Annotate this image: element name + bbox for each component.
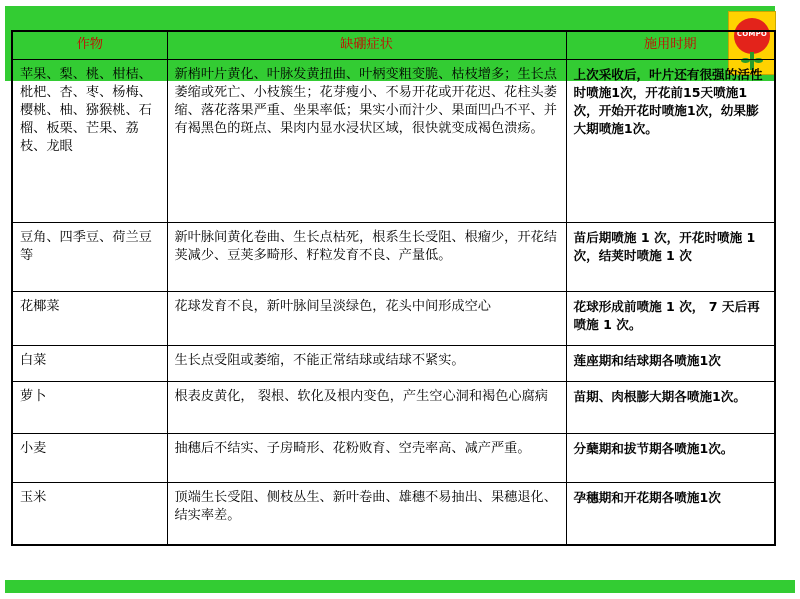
table-row [12,291,775,345]
cell-timing: 苗后期喷施 1 次，开花时喷施 1 次，结荚时喷施 1 次 [566,222,775,291]
cell-timing: 上次采收后，叶片还有很强的活性时喷施1次，开花前15天喷施1次，开始开花时喷施1次，幼果膨大期喷施1次。 [566,59,775,222]
cell-symptom: 生长点受阻或萎缩，不能正常结球或结球不紧实。 [167,345,566,381]
cell-crop: 豆角、四季豆、荷兰豆等 [12,222,167,291]
cell-crop: 萝卜 [12,381,167,433]
header-timing: 施用时期 [566,31,775,59]
cell-symptom: 抽穗后不结实、子房畸形、花粉败育、空壳率高、减产严重。 [167,433,566,482]
cell-symptom: 新叶脉间黄化卷曲、生长点枯死，根系生长受阻、根瘤少，开花结荚减少、豆荚多畸形、籽粒发育不良、产量低。 [167,222,566,291]
cell-crop: 苹果、梨、桃、柑桔、枇杷、杏、枣、杨梅、樱桃、柚、猕猴桃、石榴、板栗、芒果、荔枝、龙眼 [12,59,167,222]
cell-crop: 白菜 [12,345,167,381]
cell-crop: 玉米 [12,482,167,545]
cell-crop: 花椰菜 [12,291,167,345]
table-row [12,345,775,381]
table-row [12,59,775,222]
table-header-row [12,31,775,59]
cell-timing: 孕穗期和开花期各喷施1次 [566,482,775,545]
logo-text: COMPO [736,30,768,38]
cell-timing: 莲座期和结球期各喷施1次 [566,345,775,381]
cell-symptom: 根表皮黄化， 裂根、软化及根内变色，产生空心洞和褐色心腐病 [167,381,566,433]
cell-timing: 花球形成前喷施 1 次， 7 天后再喷施 1 次。 [566,291,775,345]
cell-crop: 小麦 [12,433,167,482]
table-row [12,381,775,433]
cell-timing: 分蘖期和拔节期各喷施1次。 [566,433,775,482]
header-crop: 作物 [12,31,167,59]
bottom-green-band [5,580,795,593]
cell-symptom: 花球发育不良，新叶脉间呈淡绿色，花头中间形成空心 [167,291,566,345]
cell-timing: 苗期、肉根膨大期各喷施1次。 [566,381,775,433]
boron-deficiency-table [11,30,776,546]
table-row [12,482,775,545]
header-symptom: 缺硼症状 [167,31,566,59]
table-row [12,433,775,482]
cell-symptom: 新梢叶片黄化、叶脉发黄扭曲、叶柄变粗变脆、枯枝增多；生长点萎缩或死亡、小枝簇生；花芽瘦小、不易开花或开花迟、花柱头萎缩、落花落果严重、坐果率低；果实小而汁少、果面凹凸不平、并有褐黑色的斑点、果肉内显水浸状区域，很快就变成褐色溃疡。 [167,59,566,222]
table-row [12,222,775,291]
cell-symptom: 顶端生长受阻、侧枝丛生、新叶卷曲、雄穗不易抽出、果穗退化、结实率差。 [167,482,566,545]
